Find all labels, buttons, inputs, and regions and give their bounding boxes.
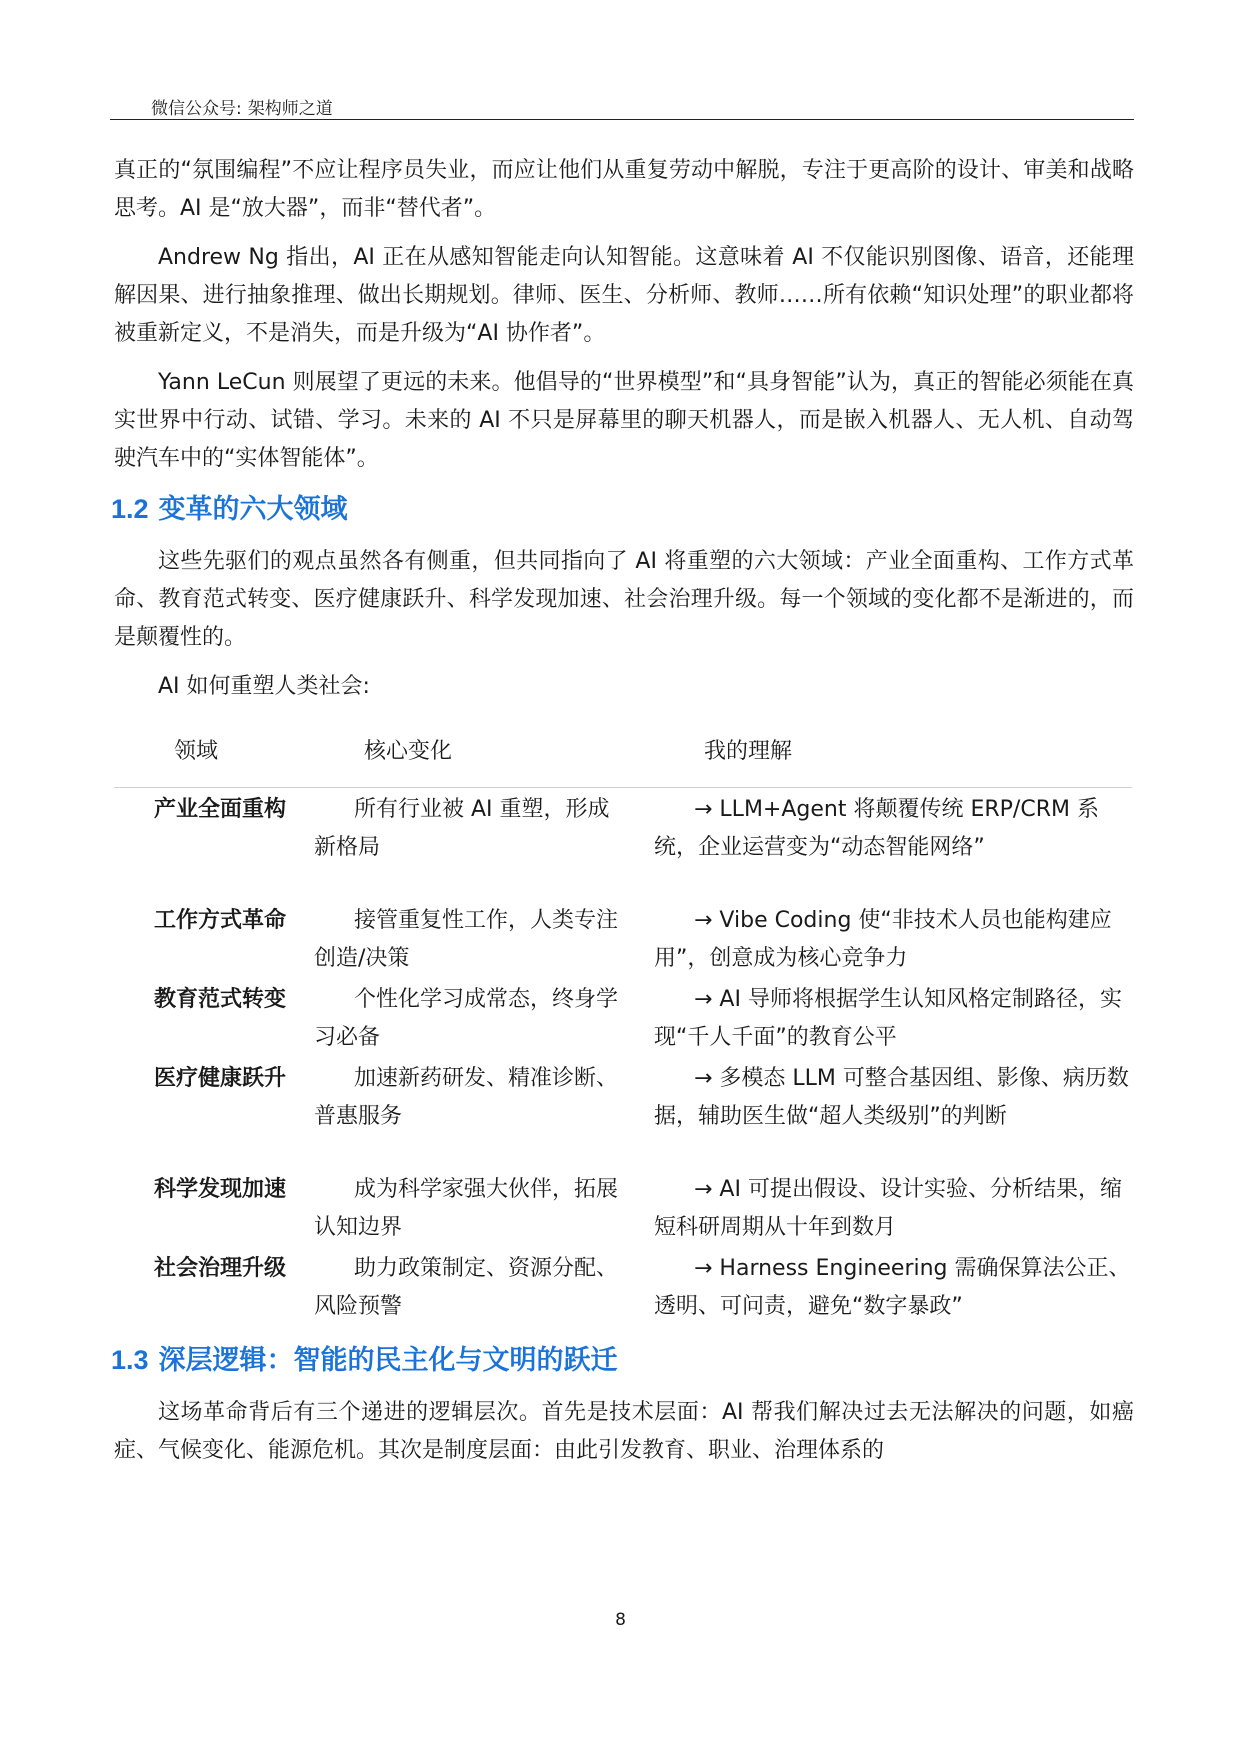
change-cell: 加速新药研发、精准诊断、普惠服务 bbox=[314, 1066, 619, 1129]
table-caption: AI 如何重塑人类社会: bbox=[158, 674, 370, 699]
domain-cell: 医疗健康跃升 bbox=[154, 1066, 287, 1091]
section-heading-1-3 bbox=[111, 1340, 1134, 1380]
domain-table bbox=[114, 717, 1132, 1326]
change-cell: 所有行业被 AI 重塑，形成新格局 bbox=[314, 797, 610, 860]
paragraph-andrew-ng: Andrew Ng 指出，AI 正在从感知智能走向认知智能。这意味着 AI 不仅能识别图像、语音，还能理解因果、进行抽象推理、做出长期规划。律师、医生、分析师、教师……所有依赖“知识处理”的职业都将被重新定义，不是消失，而是升级为“AI 协作者”。 bbox=[114, 245, 1134, 346]
page-body bbox=[111, 152, 1134, 1481]
table-header-row bbox=[114, 717, 1132, 788]
paragraph-six-domains: 这些先驱们的观点虽然各有侧重，但共同指向了 AI 将重塑的六大领域：产业全面重构、工作方式革命、教育范式转变、医疗健康跃升、科学发现加速、社会治理升级。每一个领域的变化都不是渐进的，而是颠覆性的。 bbox=[114, 549, 1134, 650]
view-cell: → LLM+Agent 将颠覆传统 ERP/CRM 系统，企业运营变为“动态智能网络” bbox=[654, 797, 1099, 860]
view-cell: → AI 可提出假设、设计实验、分析结果，缩短科研周期从十年到数月 bbox=[654, 1177, 1122, 1240]
table-row bbox=[114, 1057, 1132, 1168]
paragraph-yann-lecun: Yann LeCun 则展望了更远的未来。他倡导的“世界模型”和“具身智能”认为，真正的智能必须能在真实世界中行动、试错、学习。未来的 AI 不只是屏幕里的聊天机器人，而是嵌入机器人、无人机、自动驾驶汽车中的“实体智能体”。 bbox=[114, 370, 1134, 471]
change-cell: 个性化学习成常态，终身学习必备 bbox=[314, 987, 619, 1050]
column-header-domain: 领域 bbox=[114, 717, 314, 788]
page-header bbox=[110, 94, 1134, 119]
paragraph-three-layers: 这场革命背后有三个递进的逻辑层次。首先是技术层面：AI 帮我们解决过去无法解决的问题，如癌症、气候变化、能源危机。其次是制度层面：由此引发教育、职业、治理体系的 bbox=[114, 1400, 1134, 1463]
table-row bbox=[114, 978, 1132, 1057]
table-row bbox=[114, 1247, 1132, 1326]
section-number: 1.2 bbox=[111, 494, 149, 524]
section-title: 变革的六大领域 bbox=[158, 494, 348, 524]
domain-cell: 工作方式革命 bbox=[154, 908, 287, 933]
table-row bbox=[114, 899, 1132, 978]
section-title: 深层逻辑：智能的民主化与文明的跃迁 bbox=[158, 1345, 618, 1375]
column-header-view: 我的理解 bbox=[654, 717, 1132, 788]
header-account-name: 架构师之道 bbox=[247, 99, 333, 119]
table-row bbox=[114, 788, 1132, 900]
change-cell: 助力政策制定、资源分配、风险预警 bbox=[314, 1256, 619, 1319]
paragraph-vibe-coding: 真正的“氛围编程”不应让程序员失业，而应让他们从重复劳动中解脱，专注于更高阶的设计、审美和战略思考。AI 是“放大器”，而非“替代者”。 bbox=[114, 158, 1134, 221]
domain-cell: 教育范式转变 bbox=[154, 987, 287, 1012]
view-cell: → 多模态 LLM 可整合基因组、影像、病历数据，辅助医生做“超人类级别”的判断 bbox=[654, 1066, 1129, 1129]
header-label: 微信公众号: bbox=[151, 99, 242, 119]
domain-cell: 社会治理升级 bbox=[154, 1256, 287, 1281]
change-cell: 接管重复性工作，人类专注创造/决策 bbox=[314, 908, 619, 971]
domain-cell: 产业全面重构 bbox=[154, 797, 287, 822]
section-number: 1.3 bbox=[111, 1345, 149, 1375]
table-row bbox=[114, 1168, 1132, 1247]
view-cell: → Vibe Coding 使“非技术人员也能构建应用”，创意成为核心竞争力 bbox=[654, 908, 1112, 971]
header-divider bbox=[110, 119, 1134, 120]
page-number: 8 bbox=[615, 1610, 626, 1630]
view-cell: → AI 导师将根据学生认知风格定制路径，实现“千人千面”的教育公平 bbox=[654, 987, 1122, 1050]
view-cell: → Harness Engineering 需确保算法公正、透明、可问责，避免“数字暴政” bbox=[654, 1256, 1131, 1319]
change-cell: 成为科学家强大伙伴，拓展认知边界 bbox=[314, 1177, 619, 1240]
domain-cell: 科学发现加速 bbox=[154, 1177, 287, 1202]
section-heading-1-2 bbox=[111, 489, 1134, 529]
column-header-change: 核心变化 bbox=[314, 717, 654, 788]
